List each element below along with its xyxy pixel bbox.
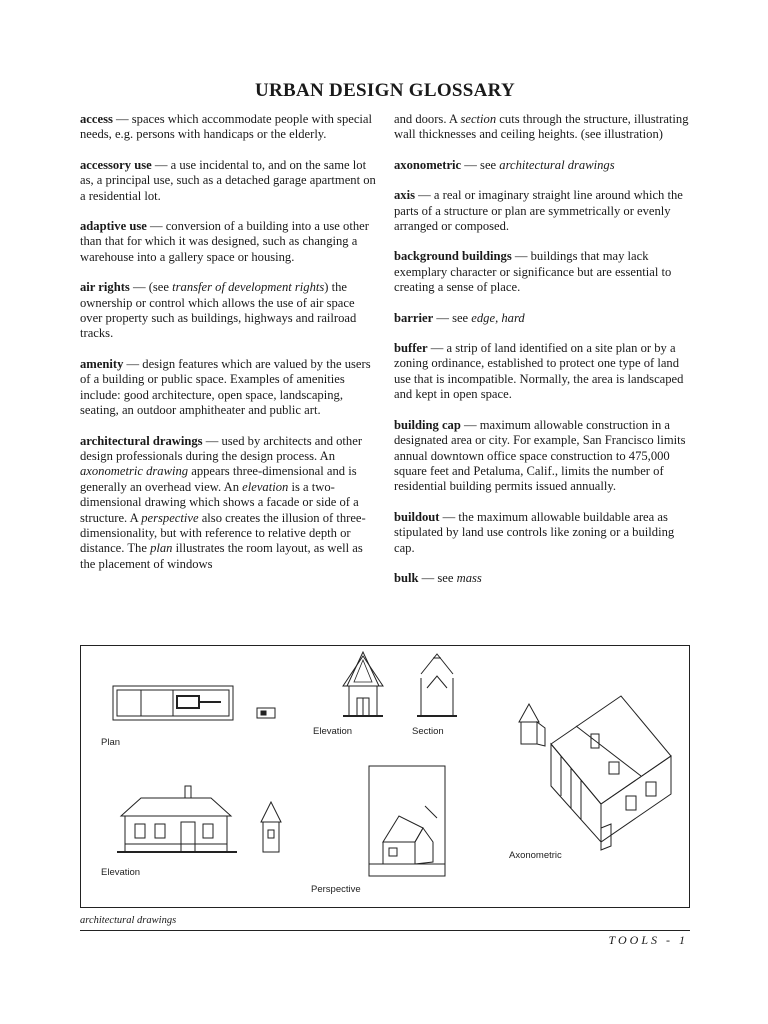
glossary-entry <box>394 249 694 295</box>
glossary-reference: elevation <box>242 479 289 494</box>
glossary-reference: plan <box>150 541 173 556</box>
glossary-definition: — a real or imaginary straight line around which the parts of a structure or plan are symmetrically or evenly arranged or composed. <box>394 188 683 234</box>
glossary-term: building cap <box>394 417 461 432</box>
glossary-entry <box>394 510 694 556</box>
glossary-definition: — a strip of land identified on a site plan or by a zoning ordinance, established to protect one type of land use that is incompatible. Normally, the area is landscaped and kept in open space. <box>394 341 684 402</box>
glossary-term: axonometric <box>394 157 462 172</box>
tower-drawing <box>519 704 545 746</box>
page-title: URBAN DESIGN GLOSSARY <box>254 80 516 101</box>
architectural-drawings-figure <box>80 645 690 908</box>
glossary-definition: — used by architects and other design professionals during the design process. An <box>80 433 363 463</box>
glossary-entry <box>394 418 694 495</box>
glossary-term: adaptive use <box>80 219 147 234</box>
glossary-reference: perspective <box>141 510 199 525</box>
glossary-definition: ) the ownership or control which allows the use of air space over property such as buildings, highways and railroad tracks. <box>80 280 357 341</box>
glossary-definition: — the maximum allowable buildable area as stipulated by land use controls like zoning or a building cap. <box>394 509 675 555</box>
glossary-term: amenity <box>80 356 124 371</box>
glossary-reference: section <box>460 112 497 126</box>
glossary-term: barrier <box>394 310 434 325</box>
label-plan: Plan <box>101 737 121 748</box>
label-elevation-top: Elevation <box>313 726 353 737</box>
glossary-entry <box>394 112 694 143</box>
glossary-entry <box>394 571 694 586</box>
glossary-entry <box>80 112 380 143</box>
glossary-term: architectural drawings <box>80 433 203 448</box>
figure-drawings <box>81 646 691 909</box>
glossary-entry <box>80 158 380 204</box>
glossary-term: axis <box>394 188 415 203</box>
glossary-term: background buildings <box>394 249 512 264</box>
label-perspective: Perspective <box>311 884 361 895</box>
glossary-term: access <box>80 112 113 126</box>
glossary-entry <box>80 434 380 573</box>
glossary-definition: also creates the illusion of three-dimensionality, but with reference to relative depth or distance. The <box>80 510 366 556</box>
glossary-definition: — see <box>418 570 457 585</box>
label-elevation-bottom: Elevation <box>101 867 141 878</box>
right-column <box>394 112 694 601</box>
glossary-reference: mass <box>456 570 482 585</box>
glossary-term: buffer <box>394 341 428 356</box>
glossary-definition: — (see <box>129 280 173 295</box>
glossary-entry <box>394 158 694 173</box>
label-axonometric: Axonometric <box>509 850 562 861</box>
glossary-entry <box>394 311 694 326</box>
glossary-definition: is a two-dimensional drawing which shows a facade or side of a structure. A <box>80 479 359 525</box>
glossary-definition: — a use incidental to, and on the same lot as, a principal use, such as a detached garage apartment on a residential lot. <box>80 157 376 203</box>
glossary-definition: cuts through the structure, illustrating wall thicknesses and ceiling heights. (see illustration) <box>394 112 689 142</box>
glossary-definition: — see <box>461 157 500 172</box>
glossary-reference: axonometric drawing <box>80 464 189 479</box>
glossary-definition: — conversion of a building into a use other than that for which it was designed, such as changing a warehouse into a gallery space or housing. <box>80 219 369 264</box>
left-column <box>80 112 380 587</box>
glossary-entry <box>394 341 694 403</box>
glossary-reference: architectural drawings <box>499 157 615 172</box>
page-footer: TOOLS - 1 <box>608 933 688 947</box>
section-drawing <box>417 654 457 716</box>
glossary-reference: transfer of development rights <box>172 280 325 295</box>
glossary-definition: — see <box>433 310 472 325</box>
footer-rule <box>80 930 690 931</box>
glossary-term: accessory use <box>80 157 152 172</box>
glossary-definition: appears three-dimensional and is generally an overhead view. An <box>80 464 357 494</box>
axonometric-drawing <box>551 696 671 850</box>
glossary-definition: illustrates the room layout, as well as the placement of windows <box>80 541 363 571</box>
perspective-drawing <box>369 766 445 876</box>
elevation-bottom-drawing <box>117 786 281 852</box>
glossary-definition: — maximum allowable construction in a designated area or city. For example, San Francisco limits annual downtown office space construction to 475,000 square feet and Petaluma, Calif., limits the number of residential building permits issued annually. <box>394 417 686 494</box>
glossary-term: buildout <box>394 509 440 524</box>
glossary-definition: — spaces which accommodate people with special needs, e.g. persons with handicaps or the elderly. <box>80 112 373 142</box>
glossary-definition: — design features which are valued by the users of a building or public space. Examples of amenities include: good architecture, open space, landscaping, seating, an outdoor amphitheater and public art. <box>80 356 371 418</box>
figure-caption: architectural drawings <box>80 915 177 926</box>
glossary-definition: and doors. A <box>394 112 461 126</box>
elevation-top-drawing <box>343 652 383 716</box>
plan-drawing <box>113 686 275 720</box>
glossary-entry <box>80 357 380 419</box>
glossary-entry <box>394 188 694 234</box>
label-section: Section <box>412 726 444 737</box>
glossary-entry <box>80 280 380 342</box>
glossary-definition: — buildings that may lack exemplary character or significance but are essential to creating a sense of place. <box>394 249 672 295</box>
glossary-reference: edge, hard <box>471 310 525 325</box>
glossary-term: bulk <box>394 570 419 585</box>
glossary-entry <box>80 219 380 265</box>
glossary-term: air rights <box>80 280 130 295</box>
